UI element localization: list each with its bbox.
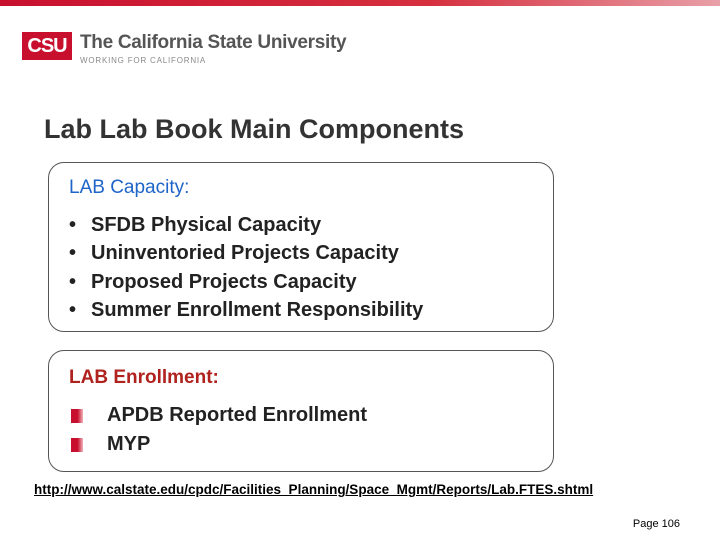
csu-logo-mark: CSU <box>22 32 72 60</box>
enrollment-heading: LAB Enrollment: <box>69 367 219 388</box>
top-accent-bar <box>0 0 720 6</box>
bullet-icon: • <box>69 242 77 265</box>
enrollment-panel <box>48 350 554 472</box>
page-number: Page 106 <box>632 518 680 530</box>
list-item <box>69 211 423 240</box>
list-item-label: Uninventoried Projects Capacity <box>91 242 399 265</box>
red-square-bullet-icon <box>71 438 83 452</box>
bullet-icon: • <box>69 299 77 322</box>
list-item <box>69 430 367 459</box>
red-square-bullet-icon <box>71 409 83 423</box>
list-item-label: Proposed Projects Capacity <box>91 270 357 293</box>
list-item-label: MYP <box>107 433 151 455</box>
csu-logo <box>22 28 347 70</box>
list-item <box>69 268 423 297</box>
list-item <box>69 297 423 326</box>
list-item <box>69 401 367 430</box>
capacity-list <box>69 211 423 325</box>
logo-title: The California State University <box>80 32 347 53</box>
capacity-heading: LAB Capacity: <box>69 177 190 198</box>
list-item <box>69 240 423 269</box>
bullet-icon: • <box>69 270 77 293</box>
logo-subtitle: WORKING FOR CALIFORNIA <box>80 56 207 65</box>
enrollment-list <box>69 401 367 459</box>
list-item-label: Summer Enrollment Responsibility <box>91 299 424 322</box>
capacity-panel <box>48 162 554 332</box>
slide-title: Lab Lab Book Main Components <box>44 114 465 144</box>
list-item-label: SFDB Physical Capacity <box>91 213 322 236</box>
list-item-label: APDB Reported Enrollment <box>107 404 368 426</box>
bullet-icon: • <box>69 213 77 236</box>
source-link[interactable]: http://www.calstate.edu/cpdc/Facilities_Planning/Space_Mgmt/Reports/Lab.FTES.shtml <box>34 482 594 497</box>
